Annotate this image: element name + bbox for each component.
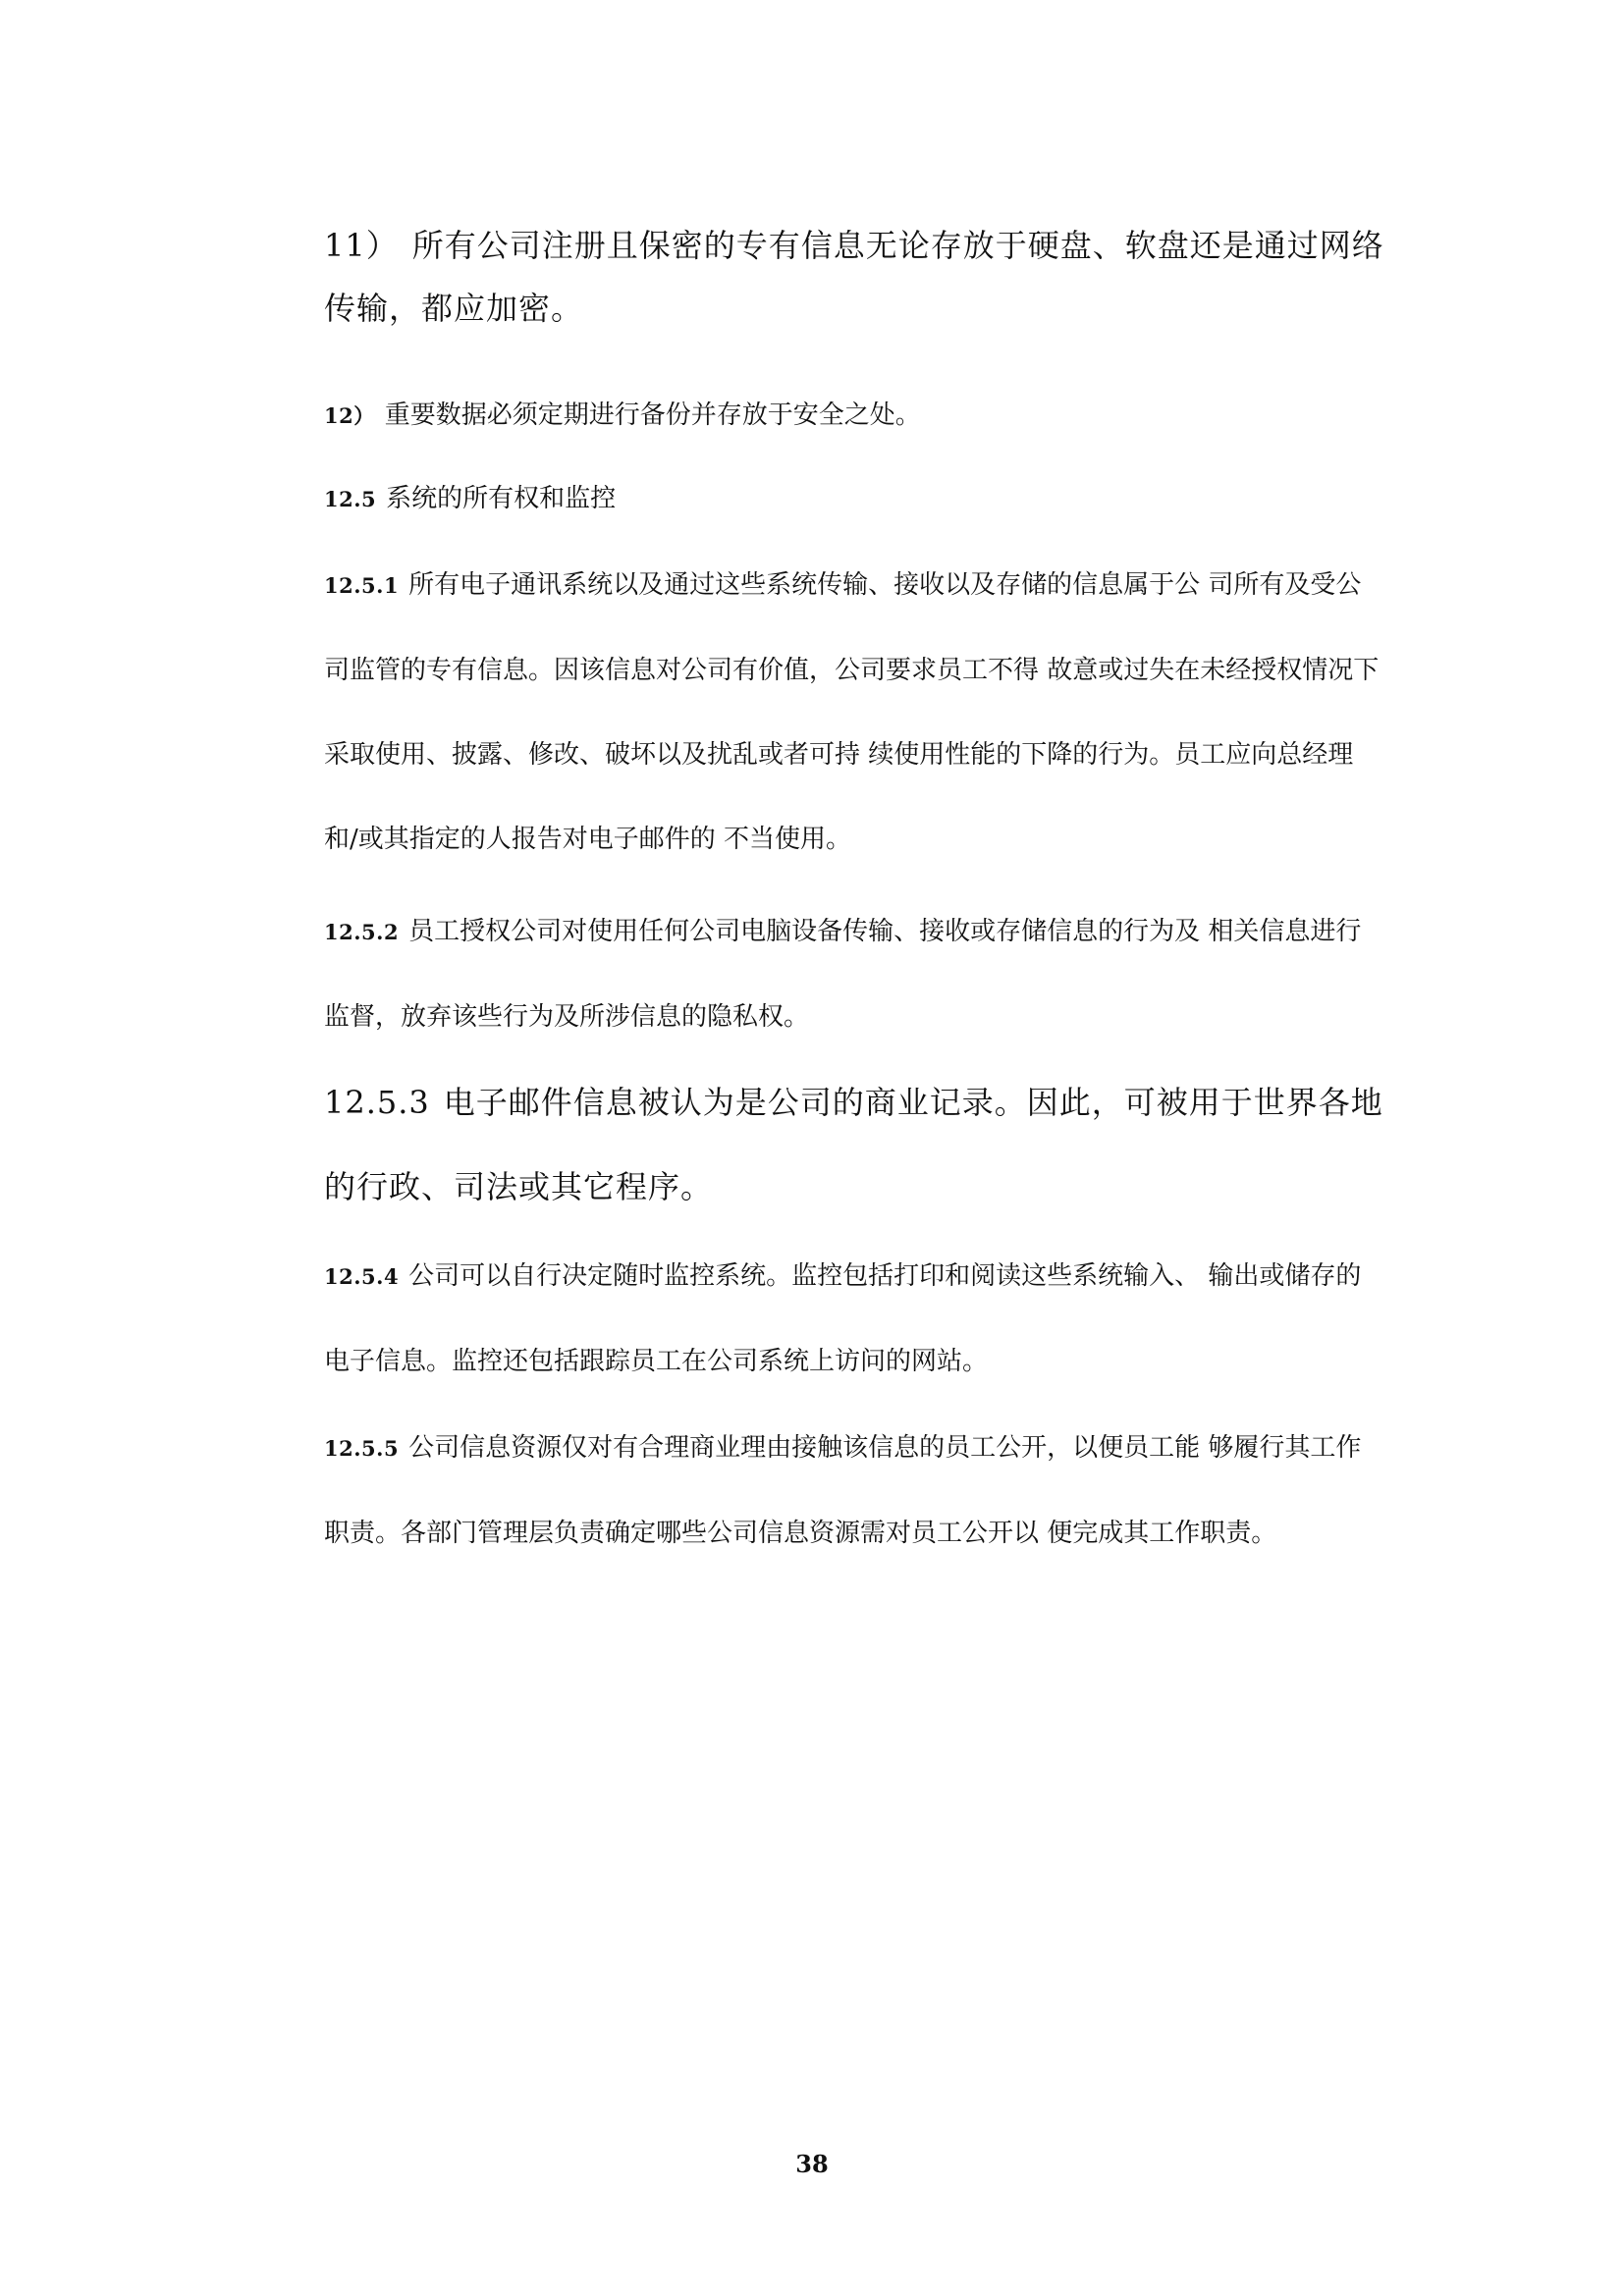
paragraph-text: 公司信息资源仅对有合理商业理由接触该信息的员工公开，以便员工能 够履行其工作职责。各部门管理层负责确定哪些公司信息资源需对员工公开以 便完成其工作职责。 [324, 1433, 1362, 1548]
section-number: 12.5 [324, 487, 377, 511]
paragraph-number: 12.5.1 [324, 573, 400, 598]
paragraph-text: 员工授权公司对使用任何公司电脑设备传输、接收或存储信息的行为及 相关信息进行监督，放弃该些行为及所涉信息的隐私权。 [324, 917, 1362, 1032]
section-title: 系统的所有权和监控 [386, 484, 617, 513]
paragraph-number: 11） [324, 227, 399, 264]
paragraph-number: 12.5.3 [324, 1084, 430, 1121]
paragraph-number: 12.5.5 [324, 1436, 400, 1461]
paragraph-12-5-4 [324, 1234, 1384, 1404]
paragraph-11 [324, 214, 1384, 340]
paragraph-number: 12.5.2 [324, 920, 400, 944]
paragraph-12 [324, 395, 1384, 437]
page-number: 38 [795, 2150, 829, 2178]
paragraph-12-5-3 [324, 1060, 1384, 1229]
paragraph-12-5-5 [324, 1406, 1384, 1575]
paragraph-text: 重要数据必须定期进行备份并存放于安全之处。 [384, 400, 921, 430]
paragraph-number: 12.5.4 [324, 1264, 400, 1289]
section-heading-12-5 [324, 478, 1384, 520]
paragraph-12-5-2 [324, 889, 1384, 1059]
paragraph-text: 所有公司注册且保密的专有信息无论存放于硬盘、软盘还是通过网络传输，都应加密。 [324, 227, 1384, 327]
paragraph-number: 12） [324, 403, 375, 428]
paragraph-text: 所有电子通讯系统以及通过这些系统传输、接收以及存储的信息属于公 司所有及受公司监管的专有信息。因该信息对公司有价值，公司要求员工不得 故意或过失在未经授权情况下采取使用、披露、修改、破坏以及扰乱或者可持 续使用性能的下降的行为。员工应向总经理和/或其指定的人报告对电子邮件的 不当使用。 [324, 570, 1380, 854]
paragraph-text: 电子邮件信息被认为是公司的商业记录。因此，可被用于世界各地的行政、司法或其它程序。 [324, 1084, 1383, 1205]
paragraph-12-5-1 [324, 543, 1384, 881]
paragraph-text: 公司可以自行决定随时监控系统。监控包括打印和阅读这些系统输入、 输出或储存的电子信息。监控还包括跟踪员工在公司系统上访问的网站。 [324, 1261, 1362, 1376]
